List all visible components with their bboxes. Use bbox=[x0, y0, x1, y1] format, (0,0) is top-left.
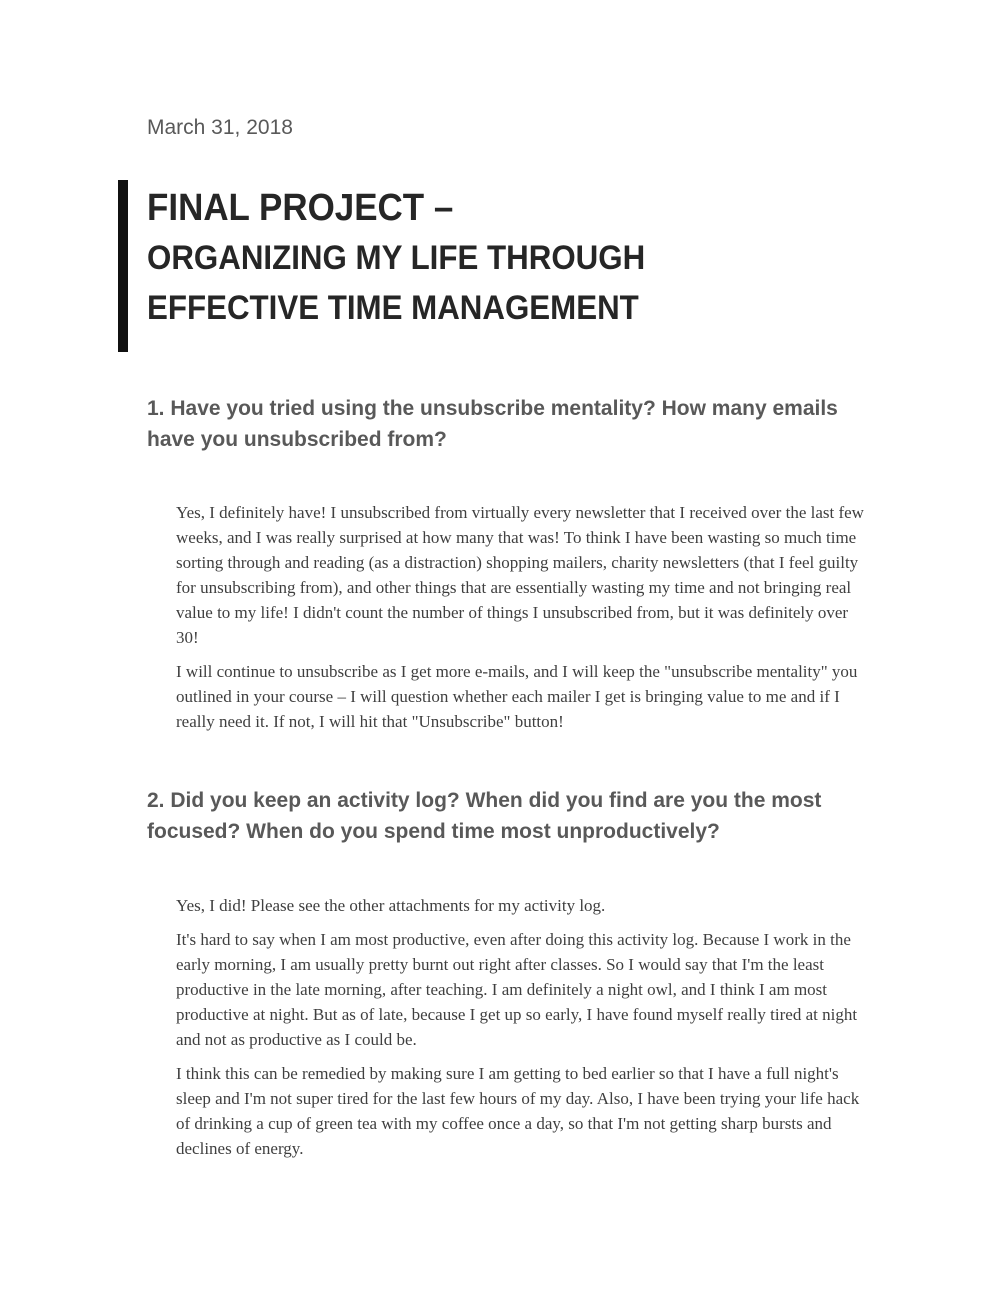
answer-1-paragraph-2: I will continue to unsubscribe as I get more e-mails, and I will keep the "unsubscribe mentality" you outlined in your course – I will question whether each mailer I get is bringing value to me and if I really need it. If not, I will hit that "Unsubscribe" button! bbox=[176, 662, 858, 731]
title-line-3: EFFECTIVE TIME MANAGEMENT bbox=[147, 289, 639, 327]
answer-2 bbox=[176, 893, 866, 1170]
document-date: March 31, 2018 bbox=[147, 116, 293, 139]
title-accent-bar bbox=[118, 180, 128, 352]
title-line-1: FINAL PROJECT – bbox=[147, 187, 454, 229]
answer-1 bbox=[176, 500, 866, 743]
title-line-2: ORGANIZING MY LIFE THROUGH bbox=[147, 239, 646, 277]
question-2-heading: 2. Did you keep an activity log? When did you find are you the most focused? When do you spend time most unproductively? bbox=[147, 789, 822, 843]
question-1-heading: 1. Have you tried using the unsubscribe mentality? How many emails have you unsubscribed from? bbox=[147, 397, 838, 451]
answer-2-paragraph-3: I think this can be remedied by making sure I am getting to bed earlier so that I have a full night's sleep and I'm not super tired for the last few hours of my day. Also, I have been trying your life hack of drinking a cup of green tea with my coffee once a day, so that I'm not getting sharp bursts and declines of energy. bbox=[176, 1064, 860, 1158]
document-title bbox=[147, 183, 947, 333]
answer-1-paragraph-1: Yes, I definitely have! I unsubscribed from virtually every newsletter that I received over the last few weeks, and I was really surprised at how many that was! To think I have been wasting so much time sorting through and reading (as a distraction) shopping mailers, charity newsletters (that I feel guilty for unsubscribing from), and other things that are essentially wasting my time and not bringing real value to my life! I didn't count the number of things I unsubscribed from, but it was definitely over 30! bbox=[176, 503, 864, 647]
answer-2-paragraph-2: It's hard to say when I am most productive, even after doing this activity log. Because I work in the early morning, I am usually pretty burnt out right after classes. So I would say that I'm the least productive in the late morning, after teaching. I am definitely a night owl, and I think I am most productive at night. But as of late, because I get up so early, I have found myself really tired at night and not as productive as I could be. bbox=[176, 930, 858, 1049]
answer-2-paragraph-1: Yes, I did! Please see the other attachments for my activity log. bbox=[176, 896, 606, 915]
